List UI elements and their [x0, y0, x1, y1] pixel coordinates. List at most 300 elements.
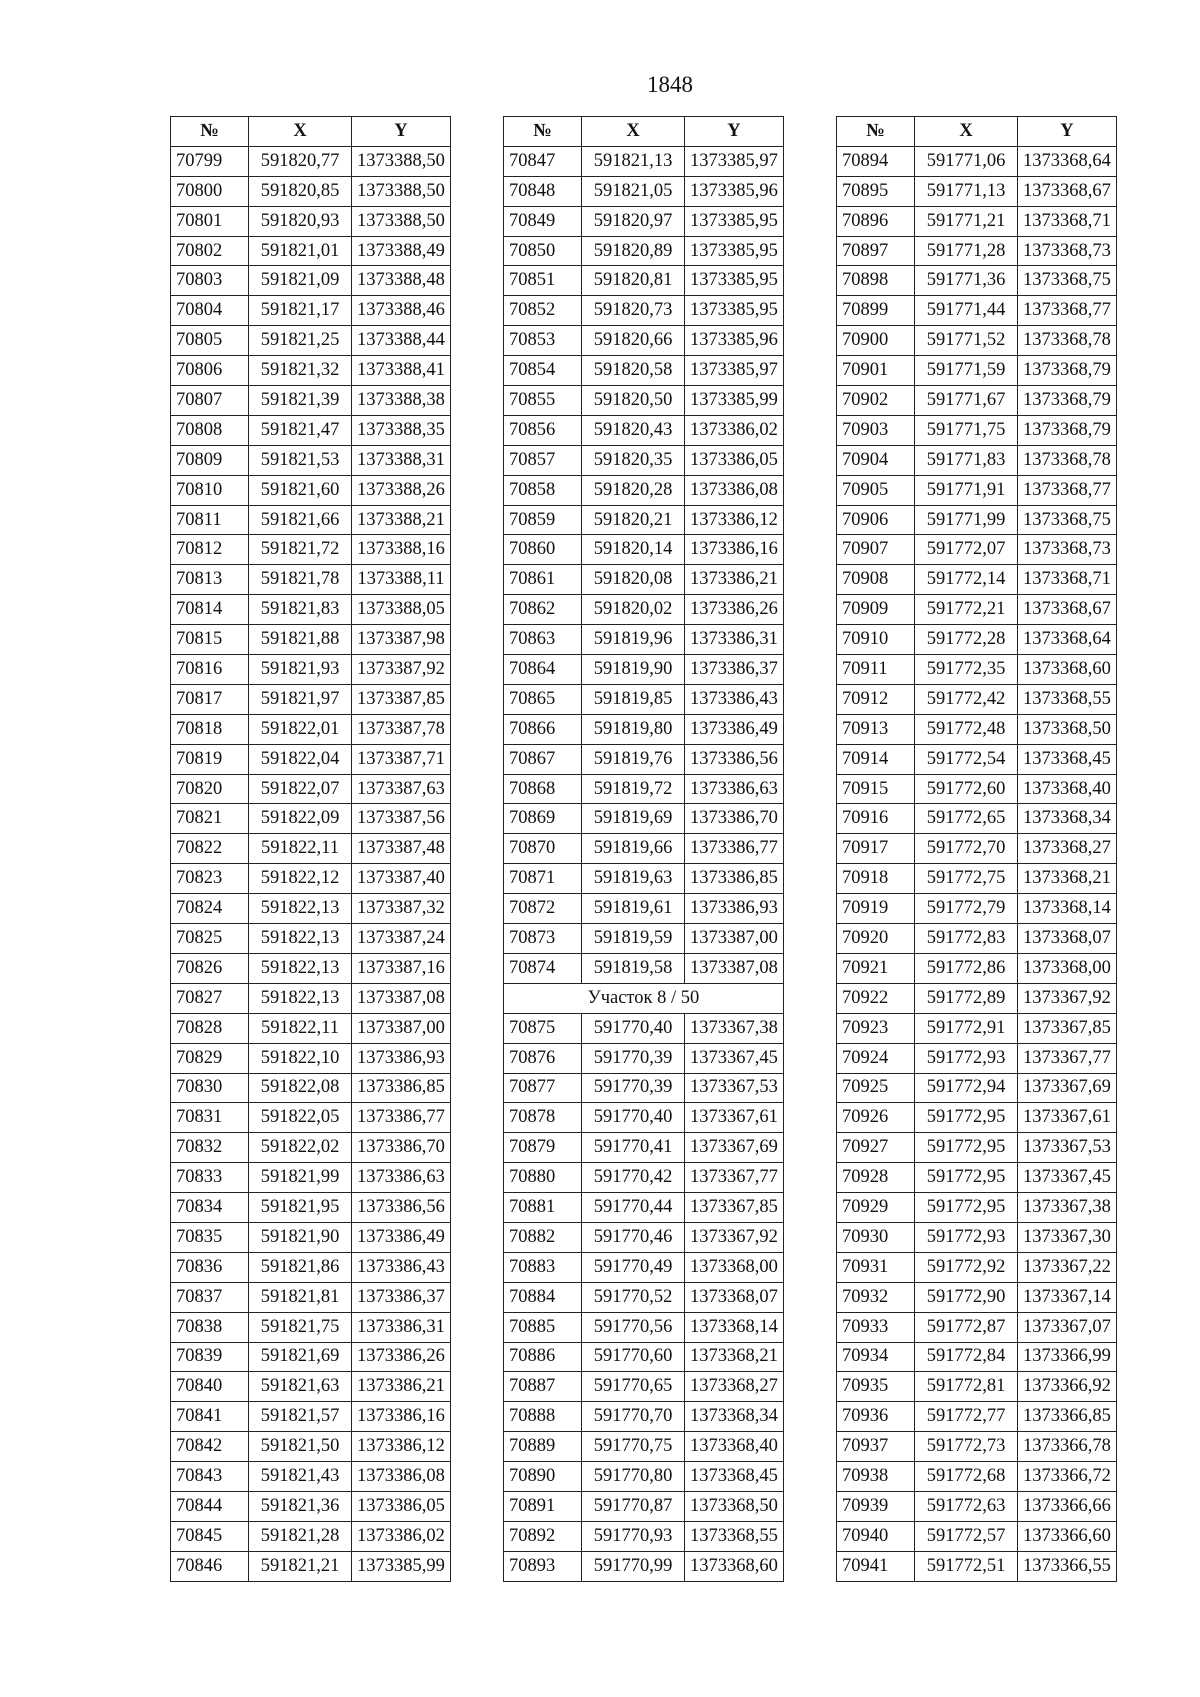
cell-x: 591821,28 — [249, 1521, 352, 1551]
cell-num: 70889 — [504, 1432, 582, 1462]
table-row — [504, 236, 784, 266]
cell-x: 591821,36 — [249, 1491, 352, 1521]
cell-x: 591821,88 — [249, 625, 352, 655]
cell-x: 591822,13 — [249, 983, 352, 1013]
cell-y: 1373388,41 — [352, 356, 451, 386]
table-row — [837, 266, 1117, 296]
cell-num: 70816 — [171, 655, 249, 685]
cell-num: 70930 — [837, 1222, 915, 1252]
cell-num: 70811 — [171, 505, 249, 535]
table-row — [171, 266, 451, 296]
cell-num: 70841 — [171, 1402, 249, 1432]
cell-y: 1373368,67 — [1018, 595, 1117, 625]
cell-num: 70897 — [837, 236, 915, 266]
table-row — [837, 834, 1117, 864]
cell-num: 70920 — [837, 924, 915, 954]
cell-num: 70823 — [171, 864, 249, 894]
cell-y: 1373386,21 — [685, 565, 784, 595]
cell-y: 1373386,43 — [685, 684, 784, 714]
cell-num: 70871 — [504, 864, 582, 894]
cell-x: 591820,77 — [249, 146, 352, 176]
table-row — [504, 206, 784, 236]
cell-y: 1373387,08 — [352, 983, 451, 1013]
cell-y: 1373368,55 — [1018, 684, 1117, 714]
cell-x: 591820,14 — [582, 535, 685, 565]
cell-num: 70872 — [504, 894, 582, 924]
cell-x: 591819,96 — [582, 625, 685, 655]
table-row — [837, 804, 1117, 834]
cell-y: 1373388,48 — [352, 266, 451, 296]
table-row — [837, 1133, 1117, 1163]
cell-y: 1373388,46 — [352, 296, 451, 326]
coordinates-table-3 — [836, 116, 1117, 1582]
cell-x: 591821,99 — [249, 1163, 352, 1193]
table-row — [504, 924, 784, 954]
cell-x: 591820,28 — [582, 475, 685, 505]
cell-y: 1373386,05 — [352, 1491, 451, 1521]
table-row — [504, 744, 784, 774]
table-row — [837, 1372, 1117, 1402]
cell-num: 70938 — [837, 1462, 915, 1492]
cell-x: 591771,21 — [915, 206, 1018, 236]
cell-x: 591770,49 — [582, 1252, 685, 1282]
cell-y: 1373368,27 — [685, 1372, 784, 1402]
cell-y: 1373366,99 — [1018, 1342, 1117, 1372]
cell-num: 70837 — [171, 1282, 249, 1312]
table-row — [171, 1163, 451, 1193]
cell-y: 1373385,96 — [685, 326, 784, 356]
cell-y: 1373387,24 — [352, 924, 451, 954]
cell-x: 591821,90 — [249, 1222, 352, 1252]
table-row — [504, 1252, 784, 1282]
cell-x: 591772,79 — [915, 894, 1018, 924]
cell-x: 591772,83 — [915, 924, 1018, 954]
cell-num: 70843 — [171, 1462, 249, 1492]
cell-x: 591772,87 — [915, 1312, 1018, 1342]
cell-x: 591770,42 — [582, 1163, 685, 1193]
cell-y: 1373367,77 — [685, 1163, 784, 1193]
cell-y: 1373386,12 — [352, 1432, 451, 1462]
cell-y: 1373388,05 — [352, 595, 451, 625]
cell-x: 591820,85 — [249, 176, 352, 206]
table-row — [504, 1103, 784, 1133]
table-row — [171, 1491, 451, 1521]
table-row — [837, 505, 1117, 535]
cell-x: 591772,95 — [915, 1103, 1018, 1133]
table-row — [171, 1372, 451, 1402]
cell-num: 70886 — [504, 1342, 582, 1372]
column-header-y: Y — [352, 117, 451, 147]
cell-x: 591821,05 — [582, 176, 685, 206]
cell-num: 70881 — [504, 1193, 582, 1223]
cell-num: 70857 — [504, 445, 582, 475]
cell-num: 70925 — [837, 1073, 915, 1103]
cell-x: 591821,97 — [249, 684, 352, 714]
cell-num: 70908 — [837, 565, 915, 595]
section-row — [504, 983, 784, 1013]
cell-y: 1373368,79 — [1018, 415, 1117, 445]
cell-num: 70817 — [171, 684, 249, 714]
table-row — [504, 146, 784, 176]
cell-y: 1373386,49 — [352, 1222, 451, 1252]
table-row — [504, 894, 784, 924]
table-row — [171, 356, 451, 386]
cell-num: 70827 — [171, 983, 249, 1013]
cell-x: 591770,99 — [582, 1551, 685, 1581]
cell-num: 70936 — [837, 1402, 915, 1432]
cell-y: 1373386,08 — [685, 475, 784, 505]
cell-y: 1373366,60 — [1018, 1521, 1117, 1551]
cell-x: 591772,48 — [915, 714, 1018, 744]
cell-x: 591822,07 — [249, 774, 352, 804]
cell-num: 70939 — [837, 1491, 915, 1521]
cell-x: 591822,08 — [249, 1073, 352, 1103]
table-row — [171, 744, 451, 774]
cell-num: 70898 — [837, 266, 915, 296]
cell-y: 1373386,31 — [352, 1312, 451, 1342]
table-row — [837, 684, 1117, 714]
cell-y: 1373386,63 — [685, 774, 784, 804]
cell-num: 70834 — [171, 1193, 249, 1223]
cell-num: 70900 — [837, 326, 915, 356]
cell-x: 591772,21 — [915, 595, 1018, 625]
cell-y: 1373386,56 — [685, 744, 784, 774]
cell-y: 1373386,93 — [352, 1043, 451, 1073]
cell-num: 70890 — [504, 1462, 582, 1492]
cell-y: 1373385,99 — [685, 386, 784, 416]
cell-x: 591772,57 — [915, 1521, 1018, 1551]
table-row — [837, 1013, 1117, 1043]
cell-num: 70826 — [171, 953, 249, 983]
cell-num: 70931 — [837, 1252, 915, 1282]
table-row — [504, 804, 784, 834]
cell-x: 591822,01 — [249, 714, 352, 744]
cell-y: 1373386,26 — [685, 595, 784, 625]
table-row — [837, 1043, 1117, 1073]
cell-x: 591821,43 — [249, 1462, 352, 1492]
cell-x: 591771,06 — [915, 146, 1018, 176]
cell-num: 70879 — [504, 1133, 582, 1163]
cell-num: 70810 — [171, 475, 249, 505]
cell-x: 591821,25 — [249, 326, 352, 356]
cell-y: 1373386,37 — [685, 655, 784, 685]
table-row — [171, 415, 451, 445]
cell-y: 1373368,77 — [1018, 296, 1117, 326]
table-row — [504, 1163, 784, 1193]
table-row — [837, 1432, 1117, 1462]
cell-num: 70882 — [504, 1222, 582, 1252]
table-row — [837, 774, 1117, 804]
cell-x: 591772,42 — [915, 684, 1018, 714]
cell-x: 591771,99 — [915, 505, 1018, 535]
cell-x: 591820,97 — [582, 206, 685, 236]
cell-num: 70848 — [504, 176, 582, 206]
cell-y: 1373367,45 — [1018, 1163, 1117, 1193]
table-row — [171, 1282, 451, 1312]
cell-num: 70904 — [837, 445, 915, 475]
cell-y: 1373388,44 — [352, 326, 451, 356]
table-row — [171, 625, 451, 655]
cell-y: 1373386,70 — [352, 1133, 451, 1163]
table-row — [504, 1312, 784, 1342]
cell-y: 1373368,79 — [1018, 386, 1117, 416]
cell-num: 70913 — [837, 714, 915, 744]
cell-num: 70877 — [504, 1073, 582, 1103]
cell-x: 591819,63 — [582, 864, 685, 894]
cell-num: 70874 — [504, 953, 582, 983]
cell-x: 591821,50 — [249, 1432, 352, 1462]
coordinates-table-2 — [503, 116, 784, 1582]
cell-x: 591822,12 — [249, 864, 352, 894]
cell-num: 70863 — [504, 625, 582, 655]
table-row — [171, 206, 451, 236]
cell-num: 70804 — [171, 296, 249, 326]
table-row — [837, 1402, 1117, 1432]
cell-x: 591820,81 — [582, 266, 685, 296]
cell-y: 1373368,21 — [1018, 864, 1117, 894]
cell-x: 591819,69 — [582, 804, 685, 834]
table-row — [504, 1013, 784, 1043]
cell-y: 1373367,69 — [1018, 1073, 1117, 1103]
cell-num: 70861 — [504, 565, 582, 595]
cell-y: 1373386,93 — [685, 894, 784, 924]
table-row — [171, 1432, 451, 1462]
cell-y: 1373387,48 — [352, 834, 451, 864]
cell-y: 1373387,40 — [352, 864, 451, 894]
cell-y: 1373388,16 — [352, 535, 451, 565]
table-row — [504, 1282, 784, 1312]
section-label: Участок 8 / 50 — [504, 983, 784, 1013]
cell-y: 1373387,63 — [352, 774, 451, 804]
cell-y: 1373366,85 — [1018, 1402, 1117, 1432]
cell-y: 1373367,61 — [1018, 1103, 1117, 1133]
cell-num: 70814 — [171, 595, 249, 625]
cell-x: 591772,92 — [915, 1252, 1018, 1282]
cell-num: 70858 — [504, 475, 582, 505]
table-row — [171, 326, 451, 356]
cell-num: 70818 — [171, 714, 249, 744]
cell-y: 1373387,00 — [352, 1013, 451, 1043]
cell-x: 591822,13 — [249, 894, 352, 924]
cell-x: 591822,13 — [249, 953, 352, 983]
column-header-num: № — [504, 117, 582, 147]
cell-num: 70832 — [171, 1133, 249, 1163]
cell-x: 591772,73 — [915, 1432, 1018, 1462]
table-row — [837, 1312, 1117, 1342]
cell-x: 591822,10 — [249, 1043, 352, 1073]
cell-x: 591771,28 — [915, 236, 1018, 266]
cell-x: 591771,59 — [915, 356, 1018, 386]
cell-num: 70821 — [171, 804, 249, 834]
cell-y: 1373386,26 — [352, 1342, 451, 1372]
cell-y: 1373368,21 — [685, 1342, 784, 1372]
cell-y: 1373385,99 — [352, 1551, 451, 1581]
cell-num: 70831 — [171, 1103, 249, 1133]
cell-x: 591771,91 — [915, 475, 1018, 505]
cell-num: 70820 — [171, 774, 249, 804]
cell-x: 591772,63 — [915, 1491, 1018, 1521]
cell-x: 591770,39 — [582, 1073, 685, 1103]
cell-x: 591772,90 — [915, 1282, 1018, 1312]
cell-num: 70866 — [504, 714, 582, 744]
cell-num: 70800 — [171, 176, 249, 206]
table-row — [504, 595, 784, 625]
cell-x: 591770,40 — [582, 1103, 685, 1133]
cell-num: 70933 — [837, 1312, 915, 1342]
table-row — [504, 505, 784, 535]
cell-num: 70845 — [171, 1521, 249, 1551]
cell-x: 591821,01 — [249, 236, 352, 266]
cell-y: 1373367,30 — [1018, 1222, 1117, 1252]
cell-y: 1373368,55 — [685, 1521, 784, 1551]
cell-x: 591770,52 — [582, 1282, 685, 1312]
cell-y: 1373386,63 — [352, 1163, 451, 1193]
table-row — [504, 1222, 784, 1252]
cell-num: 70937 — [837, 1432, 915, 1462]
table-row — [171, 236, 451, 266]
cell-x: 591770,44 — [582, 1193, 685, 1223]
table-row — [837, 1342, 1117, 1372]
cell-num: 70923 — [837, 1013, 915, 1043]
cell-num: 70941 — [837, 1551, 915, 1581]
cell-y: 1373368,27 — [1018, 834, 1117, 864]
cell-x: 591772,95 — [915, 1133, 1018, 1163]
table-row — [171, 924, 451, 954]
cell-y: 1373386,85 — [685, 864, 784, 894]
cell-x: 591771,83 — [915, 445, 1018, 475]
cell-x: 591819,72 — [582, 774, 685, 804]
cell-num: 70887 — [504, 1372, 582, 1402]
cell-y: 1373368,75 — [1018, 505, 1117, 535]
cell-x: 591820,02 — [582, 595, 685, 625]
cell-y: 1373386,08 — [352, 1462, 451, 1492]
cell-num: 70932 — [837, 1282, 915, 1312]
cell-x: 591819,76 — [582, 744, 685, 774]
cell-num: 70815 — [171, 625, 249, 655]
cell-x: 591822,11 — [249, 834, 352, 864]
cell-num: 70892 — [504, 1521, 582, 1551]
table-row — [837, 1521, 1117, 1551]
table-row — [837, 445, 1117, 475]
cell-x: 591772,89 — [915, 983, 1018, 1013]
cell-x: 591772,93 — [915, 1222, 1018, 1252]
cell-y: 1373366,66 — [1018, 1491, 1117, 1521]
cell-y: 1373388,35 — [352, 415, 451, 445]
table-row — [171, 386, 451, 416]
column-header-x: X — [915, 117, 1018, 147]
table-row — [837, 625, 1117, 655]
cell-num: 70884 — [504, 1282, 582, 1312]
cell-num: 70852 — [504, 296, 582, 326]
table-row — [171, 1252, 451, 1282]
cell-num: 70838 — [171, 1312, 249, 1342]
table-row — [171, 684, 451, 714]
cell-x: 591822,13 — [249, 924, 352, 954]
table-row — [171, 1013, 451, 1043]
cell-y: 1373386,77 — [352, 1103, 451, 1133]
cell-num: 70825 — [171, 924, 249, 954]
cell-y: 1373386,16 — [685, 535, 784, 565]
table-row — [837, 535, 1117, 565]
cell-num: 70902 — [837, 386, 915, 416]
table-row — [837, 595, 1117, 625]
cell-num: 70880 — [504, 1163, 582, 1193]
cell-num: 70836 — [171, 1252, 249, 1282]
table-row — [504, 445, 784, 475]
cell-x: 591821,86 — [249, 1252, 352, 1282]
cell-num: 70853 — [504, 326, 582, 356]
cell-y: 1373385,95 — [685, 296, 784, 326]
cell-y: 1373366,55 — [1018, 1551, 1117, 1581]
table-row — [171, 505, 451, 535]
cell-x: 591820,73 — [582, 296, 685, 326]
cell-num: 70803 — [171, 266, 249, 296]
table-row — [171, 296, 451, 326]
table-row — [504, 1193, 784, 1223]
cell-x: 591772,65 — [915, 804, 1018, 834]
cell-x: 591771,13 — [915, 176, 1018, 206]
cell-num: 70911 — [837, 655, 915, 685]
cell-num: 70928 — [837, 1163, 915, 1193]
cell-y: 1373388,49 — [352, 236, 451, 266]
cell-x: 591821,32 — [249, 356, 352, 386]
cell-y: 1373368,00 — [685, 1252, 784, 1282]
table-row — [504, 864, 784, 894]
coordinates-table-1 — [170, 116, 451, 1582]
cell-x: 591819,66 — [582, 834, 685, 864]
cell-y: 1373386,02 — [352, 1521, 451, 1551]
cell-x: 591772,70 — [915, 834, 1018, 864]
cell-num: 70899 — [837, 296, 915, 326]
cell-num: 70891 — [504, 1491, 582, 1521]
cell-y: 1373368,14 — [1018, 894, 1117, 924]
cell-y: 1373385,97 — [685, 146, 784, 176]
table-row — [171, 1551, 451, 1581]
table-row — [504, 684, 784, 714]
cell-num: 70922 — [837, 983, 915, 1013]
header-row — [171, 117, 451, 147]
table-row — [171, 445, 451, 475]
table-row — [504, 475, 784, 505]
cell-num: 70924 — [837, 1043, 915, 1073]
cell-y: 1373367,53 — [1018, 1133, 1117, 1163]
cell-y: 1373388,50 — [352, 206, 451, 236]
cell-x: 591772,95 — [915, 1193, 1018, 1223]
table-row — [837, 176, 1117, 206]
cell-y: 1373387,56 — [352, 804, 451, 834]
table-row — [171, 1342, 451, 1372]
cell-num: 70833 — [171, 1163, 249, 1193]
table-row — [504, 326, 784, 356]
table-row — [504, 1491, 784, 1521]
table-row — [837, 236, 1117, 266]
cell-x: 591821,78 — [249, 565, 352, 595]
table-row — [171, 1103, 451, 1133]
cell-y: 1373386,21 — [352, 1372, 451, 1402]
cell-x: 591820,08 — [582, 565, 685, 595]
cell-y: 1373368,78 — [1018, 445, 1117, 475]
cell-num: 70910 — [837, 625, 915, 655]
cell-y: 1373386,12 — [685, 505, 784, 535]
cell-num: 70840 — [171, 1372, 249, 1402]
column-header-y: Y — [1018, 117, 1117, 147]
cell-y: 1373387,92 — [352, 655, 451, 685]
cell-num: 70926 — [837, 1103, 915, 1133]
table-row — [171, 1073, 451, 1103]
cell-x: 591821,63 — [249, 1372, 352, 1402]
cell-y: 1373368,73 — [1018, 236, 1117, 266]
cell-num: 70835 — [171, 1222, 249, 1252]
